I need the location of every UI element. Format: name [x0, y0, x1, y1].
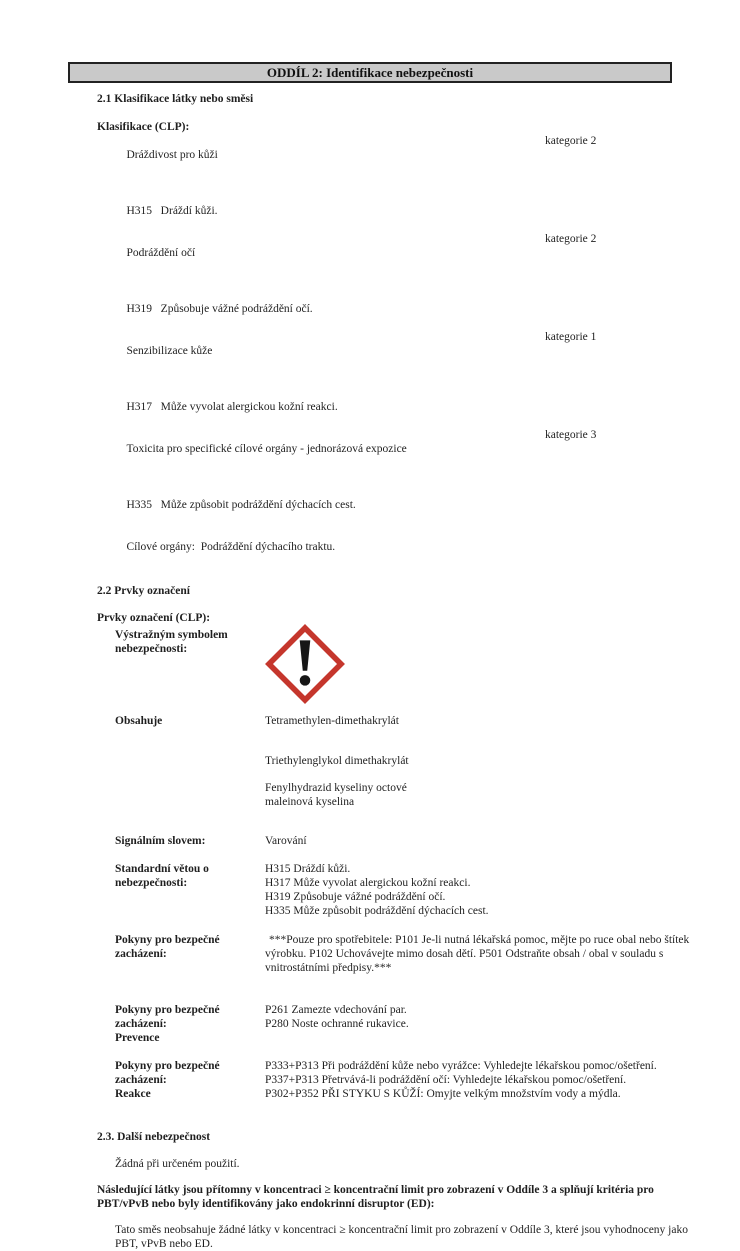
section-2-3-title: 2.3. Další nebezpečnost	[97, 1131, 211, 1143]
ghs07-exclamation-icon	[265, 624, 345, 704]
classification-row	[115, 330, 700, 386]
classification-text: H319 Způsobuje vážné podráždění očí.	[126, 303, 313, 315]
reaction-label: Pokyny pro bezpečné zacházení: Reakce	[115, 1060, 220, 1100]
classification-category: kategorie 2	[545, 135, 597, 147]
hazard-statement: H335 Může způsobit podráždění dýchacích cest.	[265, 905, 489, 917]
signal-word-row	[115, 834, 702, 848]
precautionary-general-value: ***Pouze pro spotřebitele: P101 Je-li nutná lékařská pomoc, mějte po ruce obal nebo štítek výrobku. P102 Uchovávejte mimo dosah dětí. P501 Odstraňte obsah / obal v souladu s vnitrostátními předpisy.***	[265, 934, 690, 974]
classification-category: kategorie 2	[545, 233, 597, 245]
signal-word-value: Varování	[265, 835, 307, 847]
hazard-statement: H317 Může vyvolat alergickou kožní reakci.	[265, 877, 471, 889]
precautionary-reaction-row	[115, 1059, 702, 1101]
section-header-bar	[68, 62, 672, 83]
classification-row	[115, 428, 700, 484]
classification-category: kategorie 3	[545, 429, 597, 441]
contains-value	[265, 714, 702, 809]
classification-text: Podráždění očí	[126, 247, 196, 259]
contains-substance: Triethylenglykol dimethakrylát	[265, 755, 409, 767]
reaction-value	[265, 1059, 702, 1101]
precautionary-prevention-row	[115, 1003, 702, 1045]
hazard-statements-row	[115, 862, 702, 918]
section-2-2-title: 2.2 Prvky označení	[97, 585, 190, 597]
pictogram-value	[265, 628, 702, 710]
classification-row	[115, 526, 700, 568]
label-elements-heading: Prvky označení (CLP):	[97, 612, 211, 624]
precautionary-general-row	[115, 933, 702, 975]
contains-label: Obsahuje	[115, 715, 163, 727]
classification-text: H315 Dráždí kůži.	[126, 205, 218, 217]
classification-row	[115, 232, 700, 288]
classification-text: Senzibilizace kůže	[126, 345, 213, 357]
pbt-criteria-text: Tato směs neobsahuje žádné látky v koncentraci ≥ koncentrační limit pro zobrazení v Oddíle 3, které jsou vyhodnoceny jako PBT, vPvB nebo ED.	[115, 1224, 688, 1250]
contains-substance: Tetramethylen-dimethakrylát	[265, 715, 399, 727]
prevention-value	[265, 1003, 702, 1045]
hazard-statement: H315 Dráždí kůži.	[265, 863, 351, 875]
classification-category: kategorie 1	[545, 331, 597, 343]
prevention-label: Pokyny pro bezpečné zacházení: Prevence	[115, 1004, 220, 1044]
classification-row	[115, 386, 700, 428]
prevention-statement: P261 Zamezte vdechování par.	[265, 1004, 407, 1016]
contains-substance: Fenylhydrazid kyseliny octové	[265, 782, 407, 794]
classification-text: Dráždivost pro kůži	[126, 149, 218, 161]
pictogram-row	[115, 628, 702, 710]
hazard-statements-label: Standardní větou o nebezpečnosti:	[115, 863, 209, 889]
hazard-statements-value	[265, 862, 702, 918]
pictogram-label: Výstražným symbolem nebezpečnosti:	[115, 629, 228, 655]
classification-row	[115, 190, 700, 232]
classification-text: H335 Může způsobit podráždění dýchacích cest.	[126, 499, 356, 511]
classification-text: Toxicita pro specifické cílové orgány - jednorázová expozice	[126, 443, 407, 455]
sds-document-page	[0, 62, 740, 1250]
pbt-criteria-heading: Následující látky jsou přítomny v koncentraci ≥ koncentrační limit pro zobrazení v Oddíle 3 a splňují kritéria pro PBT/vPvB nebo byly identifikovány jako endokrinní disruptor (ED):	[97, 1184, 654, 1210]
hazard-statement: H319 Způsobuje vážné podráždění očí.	[265, 891, 446, 903]
reaction-statement: P302+P352 PŘI STYKU S KŮŽÍ: Omyjte velkým množstvím vody a mýdla.	[265, 1088, 621, 1100]
section-2-1-title: 2.1 Klasifikace látky nebo směsi	[97, 93, 254, 105]
prevention-statement: P280 Noste ochranné rukavice.	[265, 1018, 409, 1030]
section-header-title: ODDÍL 2: Identifikace nebezpečnosti	[266, 65, 474, 80]
contains-substance: maleinová kyselina	[265, 796, 355, 808]
no-other-hazards-text: Žádná při určeném použití.	[115, 1158, 240, 1170]
reaction-statement: P337+P313 Přetrvává-li podráždění očí: Vyhledejte lékařskou pomoc/ošetření.	[265, 1074, 627, 1086]
classification-text: Cílové orgány: Podráždění dýchacího traktu.	[126, 541, 336, 553]
precautionary-label: Pokyny pro bezpečné zacházení:	[115, 934, 220, 960]
contains-row	[115, 714, 702, 809]
classification-row	[115, 288, 700, 330]
classification-row	[115, 484, 700, 526]
signal-word-label: Signálním slovem:	[115, 835, 206, 847]
classification-row	[115, 134, 700, 190]
classification-text: H317 Může vyvolat alergickou kožní reakci.	[126, 401, 338, 413]
reaction-statement: P333+P313 Při podráždění kůže nebo vyrážce: Vyhledejte lékařskou pomoc/ošetření.	[265, 1060, 657, 1072]
classification-heading: Klasifikace (CLP):	[97, 121, 190, 133]
